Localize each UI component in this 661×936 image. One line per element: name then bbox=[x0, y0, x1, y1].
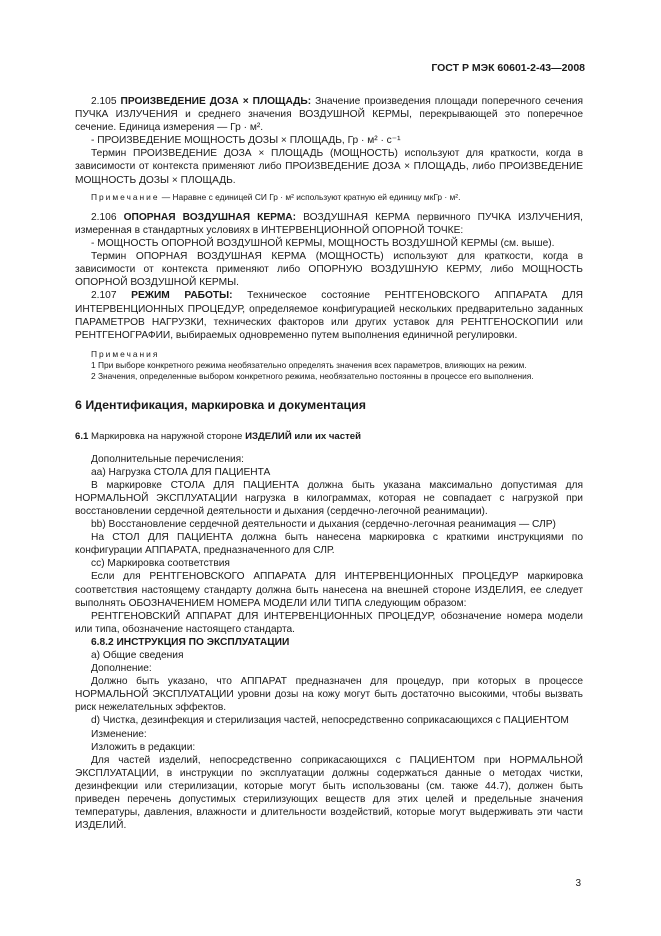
standard-header: ГОСТ Р МЭК 60601-2-43—2008 bbox=[431, 62, 585, 74]
paragraph: На СТОЛ ДЛЯ ПАЦИЕНТА должна быть нанесена маркировка с краткими инструкциями по конфигурации АППАРАТА, предназначенного для СЛР. bbox=[75, 532, 583, 557]
paragraph: Дополнение: bbox=[91, 663, 152, 675]
list-item: сс) Маркировка соответствия bbox=[91, 558, 230, 570]
notes-label: Примечания bbox=[91, 348, 160, 359]
page-content bbox=[75, 95, 583, 832]
note-2: 2 Значения, определенные выбором конкретного режима, необязательно постоянны в процессе его выполнения. bbox=[91, 371, 534, 382]
clause-number: 2.105 bbox=[91, 96, 121, 107]
clause-number: 2.107 bbox=[91, 290, 132, 302]
list-item: а) Общие сведения bbox=[91, 650, 184, 661]
paragraph: Для частей изделий, непосредственно соприкасающихся с ПАЦИЕНТОМ при НОРМАЛЬНОЙ ЭКСПЛУАТАЦИИ, в инструкции по эксплуатации должны содержаться данные о методах чистки, дезинфекции или стерилизации, которые могут быть использованы (см. также 44.7), должен быть приведен перечень допустимых стерилизующих веществ для этих целей и предельные значения температуры, давления, влажности и длительности воздействий, которые могут выдерживать эти части ИЗДЕЛИЙ. bbox=[75, 754, 583, 832]
page-number: 3 bbox=[575, 878, 581, 889]
paragraph: В маркировке СТОЛА ДЛЯ ПАЦИЕНТА должна быть указана максимально допустимая для НОРМАЛЬНОЙ ЭКСПЛУАТАЦИИ нагрузка в килограммах, которая не совпадает с нагрузкой при восстановлении сердечной деятельности и дыхания (сердечно-легочной реанимации). bbox=[75, 479, 583, 517]
definition-text: Техническое состояние РЕНТГЕНОВСКОГО АППАРАТА ДЛЯ ИНТЕРВЕНЦИОННЫХ ПРОЦЕДУР, определяемое конфигурацией нескольких предварительно заданных ПАРАМЕТРОВ НАГРУЗКИ, технических факторов или других уставок для РЕНТГЕНОСКОПИИ или РЕНТГЕНОГРАФИИ, выбираемых одновременно путем выполнения единичной регулировки. bbox=[75, 290, 583, 341]
term: ОПОРНАЯ ВОЗДУШНАЯ КЕРМА: bbox=[123, 211, 297, 223]
subsection-heading bbox=[75, 430, 583, 443]
subsection-heading-682: 6.8.2 ИНСТРУКЦИЯ ПО ЭКСПЛУАТАЦИИ bbox=[91, 636, 290, 648]
paragraph: РЕНТГЕНОВСКИЙ АППАРАТ ДЛЯ ИНТЕРВЕНЦИОННЫХ ПРОЦЕДУР, обозначение номера модели или типа, обозначение настоящего стандарта. bbox=[75, 610, 583, 635]
note-1: 1 При выборе конкретного режима необязательно определять значения всех параметров, влияющих на режим. bbox=[91, 360, 527, 370]
definition-text: Значение произведения площади поперечного сечения ПУЧКА ИЗЛУЧЕНИЯ и среднего значения ВОЗДУШНОЙ КЕРМЫ, перекрывающей это поперечное сечение. Единица измерения — Гр · м². bbox=[75, 96, 583, 134]
paragraph: Изложить в редакции: bbox=[91, 741, 196, 753]
paragraph: Изменение: bbox=[91, 728, 147, 740]
list-item: bb) Восстановление сердечной деятельности и дыхания (сердечно-легочная реанимация — СЛР) bbox=[91, 519, 556, 531]
note-label: Примечание bbox=[91, 191, 160, 202]
subsection-title-bold: ИЗДЕЛИЙ или их частей bbox=[245, 430, 362, 442]
definition-2106 bbox=[75, 211, 583, 237]
paragraph: Если для РЕНТГЕНОВСКОГО АППАРАТА ДЛЯ ИНТЕРВЕНЦИОННЫХ ПРОЦЕДУР маркировка соответствия настоящему стандарту должна быть нанесена на внешней стороне ИЗДЕЛИЯ, ее следует выполнять ОБОЗНАЧЕНИЕМ НОМЕРА МОДЕЛИ ИЛИ ТИПА следующим образом: bbox=[75, 571, 583, 609]
derived-term: - МОЩНОСТЬ ОПОРНОЙ ВОЗДУШНОЙ КЕРМЫ, МОЩНОСТЬ ВОЗДУШНОЙ КЕРМЫ (см. выше). bbox=[91, 238, 555, 250]
paragraph: Должно быть указано, что АППАРАТ предназначен для процедур, при которых в процессе НОРМАЛЬНОЙ ЭКСПЛУАТАЦИИ уровни дозы на кожу могут быть достаточно высокими, чтобы вызвать риск нежелательных эффектов. bbox=[75, 676, 583, 714]
definition-2107 bbox=[75, 289, 583, 341]
term-usage-note: Термин ОПОРНАЯ ВОЗДУШНАЯ КЕРМА (МОЩНОСТЬ) используют для краткости, когда в зависимости от контекста применяют либо ОПОРНУЮ ВОЗДУШНУЮ КЕРМУ, либо МОЩНОСТЬ ОПОРНОЙ ВОЗДУШНОЙ КЕРМЫ. bbox=[75, 251, 583, 289]
term: ПРОИЗВЕДЕНИЕ ДОЗА × ПЛОЩАДЬ: bbox=[120, 96, 312, 107]
paragraph: Дополнительные перечисления: bbox=[91, 453, 245, 465]
definition-2105 bbox=[75, 95, 583, 134]
term: РЕЖИМ РАБОТЫ: bbox=[131, 290, 233, 302]
derived-term: - ПРОИЗВЕДЕНИЕ МОЩНОСТЬ ДОЗЫ × ПЛОЩАДЬ, Гр · м² · с⁻¹ bbox=[91, 135, 401, 147]
definition-text: ВОЗДУШНАЯ КЕРМА первичного ПУЧКА ИЗЛУЧЕНИЯ, измеренная в стандартных условиях в ИНТЕРВЕНЦИОННОЙ ОПОРНОЙ ТОЧКЕ: bbox=[75, 211, 584, 236]
clause-number: 2.106 bbox=[91, 211, 124, 223]
note bbox=[75, 192, 583, 203]
note-text: — Наравне с единицей СИ Гр · м² используют кратную ей единицу мкГр · м². bbox=[159, 191, 461, 202]
subsection-number: 6.1 bbox=[75, 430, 92, 442]
list-item: d) Чистка, дезинфекция и стерилизация частей, непосредственно соприкасающихся с ПАЦИЕНТОМ bbox=[91, 715, 569, 727]
subsection-title-plain: Маркировка на наружной стороне bbox=[91, 430, 246, 442]
term-usage-note: Термин ПРОИЗВЕДЕНИЕ ДОЗА × ПЛОЩАДЬ (МОЩНОСТЬ) используют для краткости, когда в зависимости от контекста применяют либо ПРОИЗВЕДЕНИЕ ДОЗА × ПЛОЩАДЬ, либо ПРОИЗВЕДЕНИЕ МОЩНОСТЬ ДОЗЫ × ПЛОЩАДЬ. bbox=[75, 148, 583, 186]
section-heading: 6 Идентификация, маркировка и документация bbox=[75, 398, 367, 413]
list-item: аа) Нагрузка СТОЛА ДЛЯ ПАЦИЕНТА bbox=[91, 466, 271, 478]
